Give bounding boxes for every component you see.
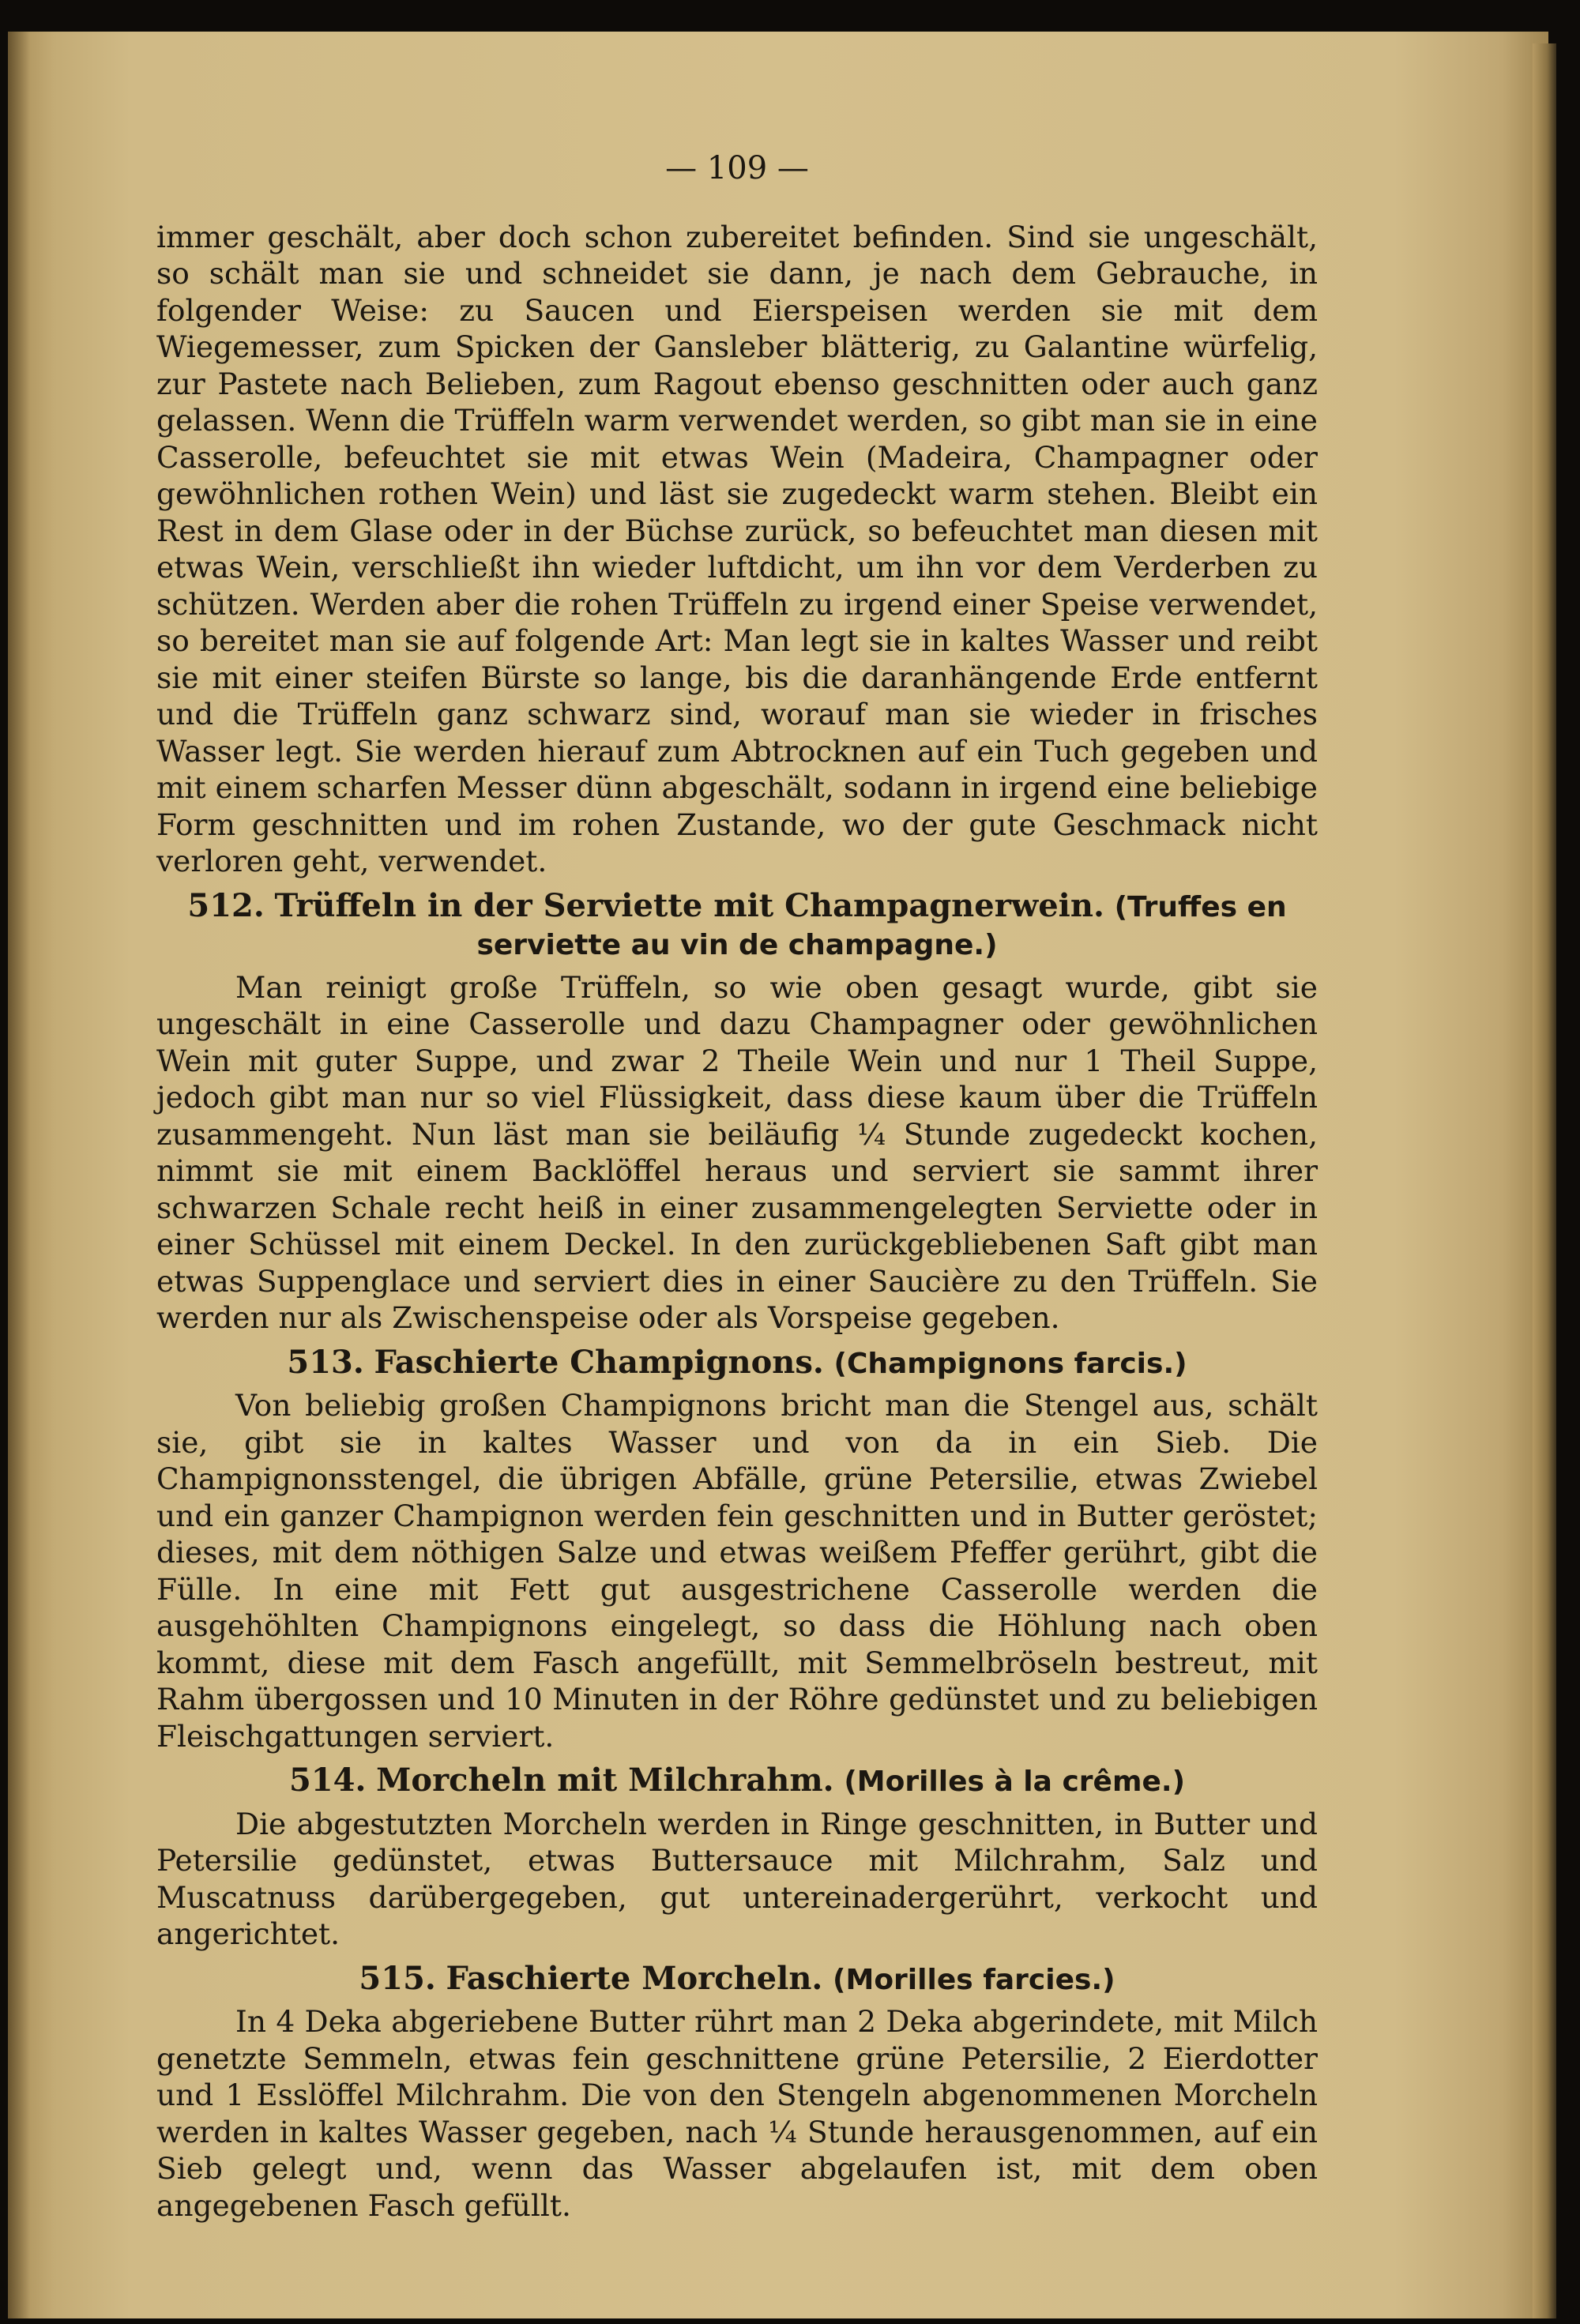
recipe-body: In 4 Deka abgeriebene Butter rührt man 2 Deka abgerindete, mit Milch genetzte Semmeln, etwas fein geschnittene grüne Petersilie, 2 Eierdotter und 1 Esslöffel Milchrahm. Die von den Stengeln abgenommenen Morcheln werden in kaltes Wasser gegeben, nach ¼ Stunde herausgenommen, auf ein Sieb gelegt und, wenn das Wasser abgelaufen ist, mit dem oben angegebenen Fasch gefüllt. <box>156 2004 1318 2223</box>
page-edge <box>1533 43 1556 2318</box>
recipe-number: 512. <box>187 886 265 924</box>
recipe-number: 513. <box>287 1343 364 1381</box>
recipe-514 <box>156 1762 1318 1953</box>
spine-shadow <box>8 32 30 2318</box>
recipe-number: 514. <box>288 1762 367 1799</box>
recipe-title-german: Faschierte Champignons. <box>374 1343 824 1381</box>
recipe-title-french: (Morilles à la crême.) <box>844 1766 1186 1798</box>
recipe-title <box>156 888 1318 965</box>
recipe-body: Die abgestutzten Morcheln werden in Ringe geschnitten, in Butter und Petersilie gedünstet, etwas Buttersauce mit Milchrahm, Salz und Muscatnuss darübergegeben, gut untereinadergerührt, verkocht und angerichtet. <box>156 1806 1318 1951</box>
recipe-title-german: Faschierte Morcheln. <box>446 1959 823 1997</box>
page-number: — 109 — <box>665 150 809 186</box>
recipe-title-french: (Morilles farcies.) <box>833 1963 1115 1996</box>
recipe-body: Man reinigt große Trüffeln, so wie oben gesagt wurde, gibt sie ungeschält in eine Casserolle und dazu Champagner oder gewöhnlichen Wein mit guter Suppe, und zwar 2 Theile Wein und nur 1 Theil Suppe, jedoch gibt man nur so viel Flüssigkeit, dass diese kaum über die Trüffeln zusammengeht. Nun läst man sie beiläufig ¼ Stunde zugedeckt kochen, nimmt sie mit einem Backlöffel heraus und serviert sie sammt ihrer schwarzen Schale recht heiß in einer zusammengelegten Serviette oder in einer Schüssel mit einem Deckel. In den zurückgebliebenen Saft gibt man etwas Suppenglace und serviert dies in einer Saucière zu den Trüffeln. Sie werden nur als Zwischenspeise oder als Vorspeise gegeben. <box>156 969 1318 1335</box>
recipe-body: Von beliebig großen Champignons bricht man die Stengel aus, schält sie, gibt sie in kaltes Wasser und von da in ein Sieb. Die Champignonsstengel, die übrigen Abfälle, grüne Petersilie, etwas Zwiebel und ein ganzer Champignon werden fein geschnitten und in Butter geröstet; dieses, mit dem nöthigen Salze und etwas weißem Pfeffer gerührt, gibt die Fülle. In eine mit Fett gut ausgestrichene Casserolle werden die ausgehöhlten Champignons eingelegt, so dass die Höhlung nach oben kommt, diese mit dem Fasch angefüllt, mit Semmelbröseln bestreut, mit Rahm übergossen und 10 Minuten in der Röhre gedünstet und zu beliebigen Fleischgattungen serviert. <box>156 1388 1318 1754</box>
recipe-title-french: (Truffes en serviette au vin de champagne.) <box>476 890 1287 961</box>
intro-paragraph: immer geschält, aber doch schon zubereitet befinden. Sind sie ungeschält, so schält man sie und schneidet sie dann, je nach dem Gebrauche, in folgender Weise: zu Saucen und Eierspeisen werden sie mit dem Wiegemesser, zum Spicken der Gansleber blätterig, zu Galantine würfelig, zur Pastete nach Belieben, zum Ragout ebenso geschnitten oder auch ganz gelassen. Wenn die Trüffeln warm verwendet werden, so gibt man sie in eine Casserolle, befeuchtet sie mit etwas Wein (Madeira, Champagner oder gewöhnlichen rothen Wein) und läst sie zugedeckt warm stehen. Bleibt ein Rest in dem Glase oder in der Büchse zurück, so befeuchtet man diesen mit etwas Wein, verschließt ihn wieder luftdicht, um ihn vor dem Verderben zu schützen. Werden aber die rohen Trüffeln zu irgend einer Speise verwendet, so bereitet man sie auf folgende Art: Man legt sie in kaltes Wasser und reibt sie mit einer steifen Bürste so lange, bis die daranhängende Erde entfernt und die Trüffeln ganz schwarz sind, worauf man sie wieder in frisches Wasser legt. Sie werden hierauf zum Abtrocknen auf ein Tuch gegeben und mit einem scharfen Messer dünn abgeschält, sodann in irgend eine beliebige Form geschnitten und im rohen Zustande, wo der gute Geschmack nicht verloren geht, verwendet. <box>156 219 1318 878</box>
recipe-512 <box>156 888 1318 1337</box>
recipe-title <box>156 1344 1318 1383</box>
recipe-513 <box>156 1344 1318 1755</box>
recipe-title-german: Trüffeln in der Serviette mit Champagnerwein. <box>274 886 1104 924</box>
recipe-515 <box>156 1961 1318 2224</box>
recipe-title <box>156 1961 1318 1999</box>
recipe-title <box>156 1762 1318 1801</box>
recipe-title-french: (Champignons farcis.) <box>833 1347 1187 1380</box>
recipe-title-german: Morcheln mit Milchrahm. <box>376 1762 834 1799</box>
recipe-number: 515. <box>359 1959 436 1997</box>
page-text <box>156 150 1318 2224</box>
